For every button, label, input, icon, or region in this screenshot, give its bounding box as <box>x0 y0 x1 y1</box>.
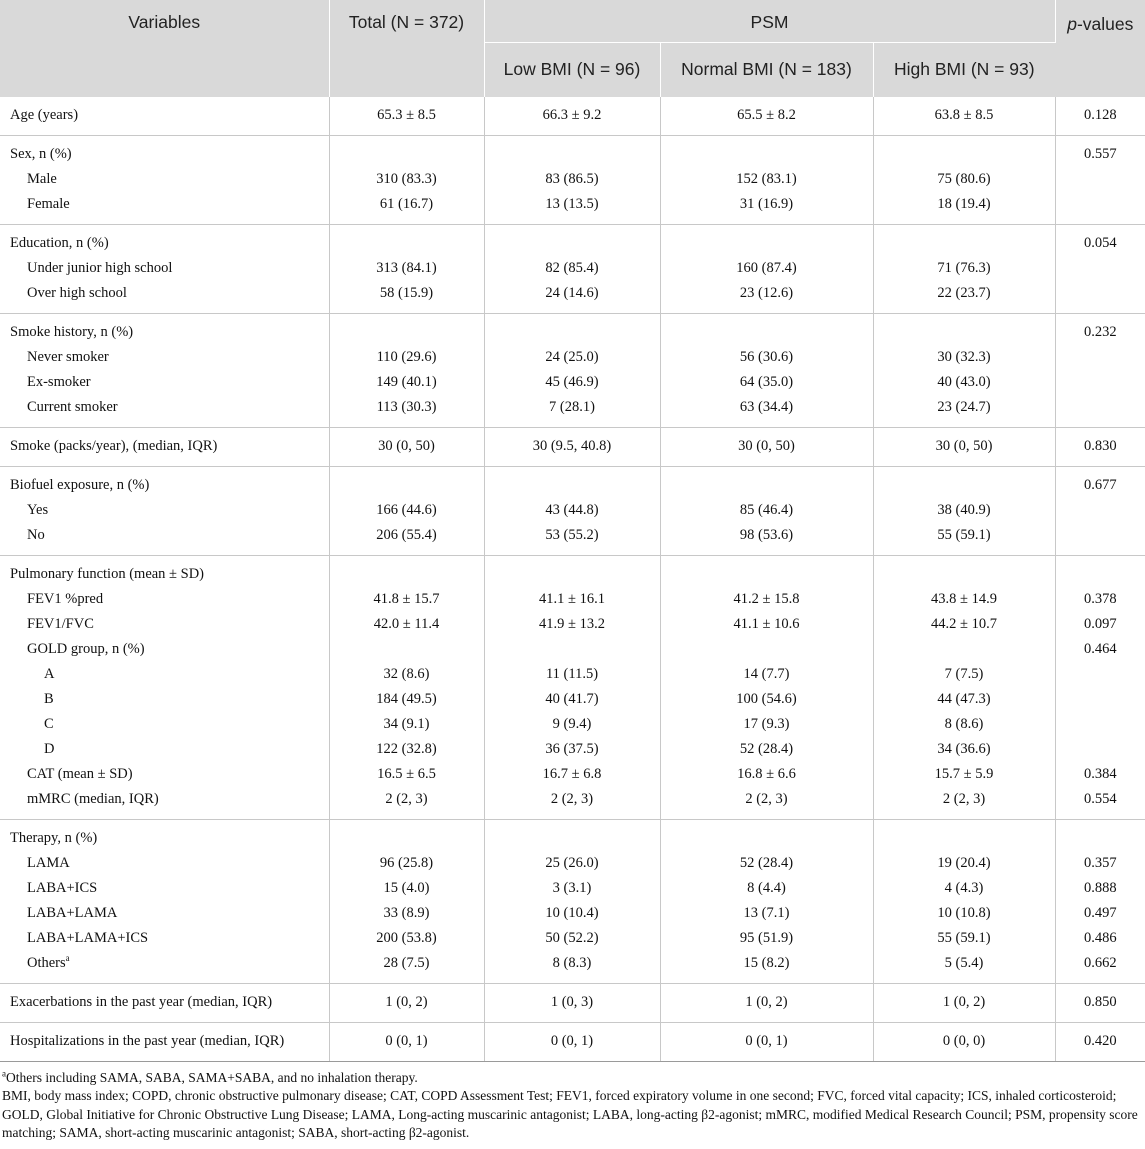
table-row <box>0 555 1145 587</box>
cell-p-value <box>1055 819 1145 851</box>
cell-total: 15 (4.0) <box>329 876 484 901</box>
row-label <box>0 345 329 370</box>
row-label <box>0 587 329 612</box>
cell-p-value: 0.677 <box>1083 476 1117 493</box>
cell-normal: 100 (54.6) <box>660 687 873 712</box>
cell-p-value: 0.357 <box>1083 854 1117 871</box>
row-label-text: C <box>44 715 54 732</box>
cell-high <box>873 466 1055 498</box>
row-label-text: No <box>27 526 45 543</box>
row-label <box>0 256 329 281</box>
row-label-text: LAMA <box>27 854 70 871</box>
cell-total: 166 (44.6) <box>329 498 484 523</box>
cell-normal: 56 (30.6) <box>660 345 873 370</box>
cell-p-value: 0.384 <box>1083 765 1117 782</box>
cell-high: 2 (2, 3) <box>873 787 1055 820</box>
row-label-text: FEV1/FVC <box>27 615 94 632</box>
cell-p-value: 0.097 <box>1083 615 1117 632</box>
table-row <box>0 637 1145 662</box>
cell-low: 1 (0, 3) <box>484 983 660 1022</box>
cell-low <box>484 135 660 167</box>
cell-high: 19 (20.4) <box>873 851 1055 876</box>
cell-low: 53 (55.2) <box>484 523 660 556</box>
cell-high: 55 (59.1) <box>873 926 1055 951</box>
table-row <box>0 313 1145 345</box>
cell-normal: 1 (0, 2) <box>660 983 873 1022</box>
row-label <box>0 192 329 225</box>
cell-total <box>329 637 484 662</box>
row-label <box>0 687 329 712</box>
cell-total: 113 (30.3) <box>329 395 484 428</box>
cell-normal: 152 (83.1) <box>660 167 873 192</box>
cell-p-value <box>1055 687 1145 712</box>
table-row <box>0 819 1145 851</box>
cell-low: 36 (37.5) <box>484 737 660 762</box>
cell-normal <box>660 224 873 256</box>
cell-total: 110 (29.6) <box>329 345 484 370</box>
row-label <box>0 762 329 787</box>
cell-normal: 41.2 ± 15.8 <box>660 587 873 612</box>
cell-p-value <box>1055 167 1145 192</box>
cell-total: 2 (2, 3) <box>329 787 484 820</box>
cell-high: 0 (0, 0) <box>873 1022 1055 1061</box>
cell-high: 18 (19.4) <box>873 192 1055 225</box>
row-label <box>0 851 329 876</box>
row-label-text: Smoke history, n (%) <box>10 323 134 340</box>
row-label-text: Sex, n (%) <box>10 145 72 162</box>
table-row <box>0 983 1145 1022</box>
table-row <box>0 167 1145 192</box>
cell-p-value: 0.486 <box>1083 929 1117 946</box>
cell-total: 149 (40.1) <box>329 370 484 395</box>
cell-normal <box>660 313 873 345</box>
row-label-text: GOLD group, n (%) <box>27 640 145 657</box>
table-row <box>0 926 1145 951</box>
cell-normal: 13 (7.1) <box>660 901 873 926</box>
row-label-text: Smoke (packs/year), (median, IQR) <box>10 437 218 454</box>
cell-high: 71 (76.3) <box>873 256 1055 281</box>
cell-p-value: 0.054 <box>1083 234 1117 251</box>
header-p-italic: p <box>1067 14 1077 34</box>
row-label <box>0 555 329 587</box>
cell-low: 8 (8.3) <box>484 951 660 984</box>
table-footnotes <box>0 1062 1145 1143</box>
row-label-text: Therapy, n (%) <box>10 829 98 846</box>
header-normal-bmi: Normal BMI (N = 183) <box>660 42 873 97</box>
row-label <box>0 167 329 192</box>
table-row <box>0 498 1145 523</box>
cell-normal: 85 (46.4) <box>660 498 873 523</box>
table-row <box>0 687 1145 712</box>
cell-normal <box>660 555 873 587</box>
footnote-marker: a <box>65 952 70 963</box>
row-label-text: LABA+ICS <box>27 879 98 896</box>
cell-total: 206 (55.4) <box>329 523 484 556</box>
cell-total: 58 (15.9) <box>329 281 484 314</box>
cell-total: 1 (0, 2) <box>329 983 484 1022</box>
row-label <box>0 901 329 926</box>
cell-p-value: 0.830 <box>1055 427 1145 466</box>
table-row <box>0 951 1145 984</box>
cell-total <box>329 224 484 256</box>
cell-total: 122 (32.8) <box>329 737 484 762</box>
cell-total: 96 (25.8) <box>329 851 484 876</box>
row-label-text: Under junior high school <box>27 259 173 276</box>
header-high-bmi: High BMI (N = 93) <box>873 42 1055 97</box>
cell-low: 24 (14.6) <box>484 281 660 314</box>
cell-low: 82 (85.4) <box>484 256 660 281</box>
cell-p-value <box>1055 345 1145 370</box>
row-label-text: B <box>44 690 54 707</box>
row-label <box>0 498 329 523</box>
cell-total <box>329 313 484 345</box>
cell-p-value <box>1055 192 1145 225</box>
cell-low: 41.1 ± 16.1 <box>484 587 660 612</box>
cell-low: 7 (28.1) <box>484 395 660 428</box>
table-row <box>0 370 1145 395</box>
cell-total <box>329 135 484 167</box>
row-label <box>0 1022 329 1061</box>
row-label-text: Exacerbations in the past year (median, IQR) <box>10 993 273 1010</box>
cell-low: 66.3 ± 9.2 <box>484 97 660 136</box>
row-label-text: Biofuel exposure, n (%) <box>10 476 150 493</box>
cell-total: 184 (49.5) <box>329 687 484 712</box>
row-label-text: Yes <box>27 501 49 518</box>
cell-total <box>329 555 484 587</box>
cell-high <box>873 819 1055 851</box>
cell-low <box>484 313 660 345</box>
table-row <box>0 612 1145 637</box>
row-label <box>0 427 329 466</box>
cell-total: 313 (84.1) <box>329 256 484 281</box>
cell-low: 41.9 ± 13.2 <box>484 612 660 637</box>
table-row <box>0 466 1145 498</box>
cell-total: 61 (16.7) <box>329 192 484 225</box>
footnote-a-marker: a <box>2 1068 6 1078</box>
row-label-text: A <box>44 665 55 682</box>
table-row <box>0 737 1145 762</box>
table-row <box>0 523 1145 556</box>
cell-normal <box>660 135 873 167</box>
cell-total: 33 (8.9) <box>329 901 484 926</box>
cell-high: 38 (40.9) <box>873 498 1055 523</box>
cell-p-value <box>1055 370 1145 395</box>
cell-high: 7 (7.5) <box>873 662 1055 687</box>
cell-low: 2 (2, 3) <box>484 787 660 820</box>
row-label <box>0 224 329 256</box>
cell-normal: 98 (53.6) <box>660 523 873 556</box>
cell-high <box>873 637 1055 662</box>
cell-p-value: 0.554 <box>1055 787 1145 820</box>
header-p-rest: -values <box>1076 14 1134 34</box>
row-label <box>0 466 329 498</box>
table-row <box>0 281 1145 314</box>
header-total: Total (N = 372) <box>329 0 484 97</box>
header-p-values <box>1055 0 1145 97</box>
row-label-text: Never smoker <box>27 348 109 365</box>
cell-low: 83 (86.5) <box>484 167 660 192</box>
row-label <box>0 523 329 556</box>
cell-high: 10 (10.8) <box>873 901 1055 926</box>
cell-high <box>873 135 1055 167</box>
cell-p-value: 0.128 <box>1055 97 1145 136</box>
cell-high: 5 (5.4) <box>873 951 1055 984</box>
cell-low: 11 (11.5) <box>484 662 660 687</box>
table-body <box>0 97 1145 1062</box>
cell-p-value: 0.420 <box>1055 1022 1145 1061</box>
row-label <box>0 662 329 687</box>
cell-low: 0 (0, 1) <box>484 1022 660 1061</box>
row-label-text: LABA+LAMA <box>27 904 118 921</box>
row-label <box>0 395 329 428</box>
cell-low: 24 (25.0) <box>484 345 660 370</box>
row-label <box>0 370 329 395</box>
footnote-abbreviations: BMI, body mass index; COPD, chronic obstructive pulmonary disease; CAT, COPD Assessment Test; FEV1, forced expiratory volume in one second; FVC, forced vital capacity; ICS, inhaled corticosteroid; GOLD, Global Initiative for Chronic Obstructive Lung Disease; LAMA, Long-acting muscarinic antagonist; LABA, long-acting β2-agonist; mMRC, modified Medical Research Council; PSM, propensity score matching; SAMA, short-acting muscarinic antagonist; SABA, short-acting β2-agonist. <box>2 1088 1138 1140</box>
cell-high: 44.2 ± 10.7 <box>873 612 1055 637</box>
cell-normal: 15 (8.2) <box>660 951 873 984</box>
cell-total: 16.5 ± 6.5 <box>329 762 484 787</box>
cell-p-value: 0.497 <box>1083 904 1117 921</box>
cell-high: 43.8 ± 14.9 <box>873 587 1055 612</box>
row-label <box>0 787 329 820</box>
row-label-text: Female <box>27 195 70 212</box>
table-row <box>0 1022 1145 1061</box>
cell-p-value: 0.464 <box>1083 640 1117 657</box>
cell-normal: 16.8 ± 6.6 <box>660 762 873 787</box>
cell-total: 65.3 ± 8.5 <box>329 97 484 136</box>
row-label <box>0 876 329 901</box>
table-row <box>0 787 1145 820</box>
cell-high: 30 (0, 50) <box>873 427 1055 466</box>
cell-high <box>873 224 1055 256</box>
row-label-text: Education, n (%) <box>10 234 109 251</box>
cell-high: 15.7 ± 5.9 <box>873 762 1055 787</box>
footnote-a-text: Others including SAMA, SABA, SAMA+SABA, and no inhalation therapy. <box>6 1069 418 1085</box>
table-row <box>0 224 1145 256</box>
row-label-text: Pulmonary function (mean ± SD) <box>10 565 205 582</box>
cell-total <box>329 466 484 498</box>
row-label <box>0 281 329 314</box>
cell-normal: 14 (7.7) <box>660 662 873 687</box>
cell-high: 40 (43.0) <box>873 370 1055 395</box>
cell-low <box>484 466 660 498</box>
table-row <box>0 876 1145 901</box>
cell-normal: 63 (34.4) <box>660 395 873 428</box>
cell-high <box>873 555 1055 587</box>
cell-low <box>484 555 660 587</box>
row-label <box>0 97 329 136</box>
cell-p-value <box>1055 662 1145 687</box>
row-label-text: Age (years) <box>10 106 79 123</box>
cell-high: 1 (0, 2) <box>873 983 1055 1022</box>
table-row <box>0 587 1145 612</box>
cell-high: 75 (80.6) <box>873 167 1055 192</box>
cell-high: 34 (36.6) <box>873 737 1055 762</box>
cell-low: 30 (9.5, 40.8) <box>484 427 660 466</box>
row-label-text: LABA+LAMA+ICS <box>27 929 149 946</box>
cell-p-value <box>1055 555 1145 587</box>
header-psm: PSM <box>484 0 1055 42</box>
row-label-text: Over high school <box>27 284 127 301</box>
table-row <box>0 256 1145 281</box>
row-label-text: FEV1 %pred <box>27 590 104 607</box>
cell-p-value <box>1055 281 1145 314</box>
cell-total: 42.0 ± 11.4 <box>329 612 484 637</box>
cell-p-value <box>1055 523 1145 556</box>
cell-high: 55 (59.1) <box>873 523 1055 556</box>
cell-total: 34 (9.1) <box>329 712 484 737</box>
cell-normal: 160 (87.4) <box>660 256 873 281</box>
cell-low: 45 (46.9) <box>484 370 660 395</box>
cell-p-value <box>1055 498 1145 523</box>
row-label-text: Male <box>27 170 57 187</box>
row-label-text: Current smoker <box>27 398 118 415</box>
cell-high: 63.8 ± 8.5 <box>873 97 1055 136</box>
table-row <box>0 851 1145 876</box>
table-row <box>0 712 1145 737</box>
cell-total <box>329 819 484 851</box>
row-label-text: Ex-smoker <box>27 373 91 390</box>
cell-p-value: 0.557 <box>1083 145 1117 162</box>
cell-high: 44 (47.3) <box>873 687 1055 712</box>
cell-normal: 2 (2, 3) <box>660 787 873 820</box>
cell-normal: 17 (9.3) <box>660 712 873 737</box>
cell-total: 41.8 ± 15.7 <box>329 587 484 612</box>
cell-normal: 23 (12.6) <box>660 281 873 314</box>
cell-low: 43 (44.8) <box>484 498 660 523</box>
header-low-bmi: Low BMI (N = 96) <box>484 42 660 97</box>
cell-low: 9 (9.4) <box>484 712 660 737</box>
cell-high: 4 (4.3) <box>873 876 1055 901</box>
cell-normal: 8 (4.4) <box>660 876 873 901</box>
cell-p-value <box>1055 256 1145 281</box>
row-label <box>0 926 329 951</box>
table-row <box>0 192 1145 225</box>
cell-high: 8 (8.6) <box>873 712 1055 737</box>
row-label-text: CAT (mean ± SD) <box>27 765 133 782</box>
row-label <box>0 737 329 762</box>
row-label-text: Others <box>27 954 66 971</box>
table-row <box>0 762 1145 787</box>
header-variables: Variables <box>0 0 329 97</box>
cell-low <box>484 819 660 851</box>
cell-p-value: 0.232 <box>1083 323 1117 340</box>
cell-p-value <box>1055 712 1145 737</box>
cell-normal: 30 (0, 50) <box>660 427 873 466</box>
row-label <box>0 983 329 1022</box>
row-label <box>0 819 329 851</box>
cell-p-value <box>1055 395 1145 428</box>
cell-normal: 41.1 ± 10.6 <box>660 612 873 637</box>
cell-total: 32 (8.6) <box>329 662 484 687</box>
cell-low: 16.7 ± 6.8 <box>484 762 660 787</box>
cell-total: 28 (7.5) <box>329 951 484 984</box>
cell-low: 40 (41.7) <box>484 687 660 712</box>
table-row <box>0 427 1145 466</box>
cell-normal: 65.5 ± 8.2 <box>660 97 873 136</box>
cell-low: 13 (13.5) <box>484 192 660 225</box>
cell-high <box>873 313 1055 345</box>
cell-p-value: 0.662 <box>1055 951 1145 984</box>
cell-total: 0 (0, 1) <box>329 1022 484 1061</box>
cell-p-value <box>1055 737 1145 762</box>
cell-normal: 52 (28.4) <box>660 737 873 762</box>
cell-p-value: 0.850 <box>1055 983 1145 1022</box>
cell-normal <box>660 637 873 662</box>
table-row <box>0 345 1145 370</box>
cell-low: 10 (10.4) <box>484 901 660 926</box>
cell-normal: 52 (28.4) <box>660 851 873 876</box>
row-label <box>0 951 329 984</box>
cell-high: 23 (24.7) <box>873 395 1055 428</box>
footnote-a <box>2 1069 1143 1088</box>
cell-low: 25 (26.0) <box>484 851 660 876</box>
row-label <box>0 637 329 662</box>
cell-normal: 95 (51.9) <box>660 926 873 951</box>
cell-high: 22 (23.7) <box>873 281 1055 314</box>
cell-high: 30 (32.3) <box>873 345 1055 370</box>
cell-normal <box>660 819 873 851</box>
row-label-text: Hospitalizations in the past year (median, IQR) <box>10 1032 285 1049</box>
table-row <box>0 901 1145 926</box>
table-row <box>0 395 1145 428</box>
cell-normal: 0 (0, 1) <box>660 1022 873 1061</box>
cell-low <box>484 224 660 256</box>
row-label-text: D <box>44 740 55 757</box>
cell-low <box>484 637 660 662</box>
cell-normal: 64 (35.0) <box>660 370 873 395</box>
cell-normal: 31 (16.9) <box>660 192 873 225</box>
row-label <box>0 612 329 637</box>
table-row <box>0 97 1145 136</box>
cell-normal <box>660 466 873 498</box>
table-header <box>0 0 1145 97</box>
row-label <box>0 135 329 167</box>
cell-low: 3 (3.1) <box>484 876 660 901</box>
cell-total: 200 (53.8) <box>329 926 484 951</box>
table-row <box>0 662 1145 687</box>
cell-p-value: 0.888 <box>1083 879 1117 896</box>
cell-low: 50 (52.2) <box>484 926 660 951</box>
row-label-text: mMRC (median, IQR) <box>27 790 159 807</box>
cell-p-value: 0.378 <box>1083 590 1117 607</box>
cell-total: 310 (83.3) <box>329 167 484 192</box>
table-row <box>0 135 1145 167</box>
row-label <box>0 313 329 345</box>
cell-total: 30 (0, 50) <box>329 427 484 466</box>
row-label <box>0 712 329 737</box>
